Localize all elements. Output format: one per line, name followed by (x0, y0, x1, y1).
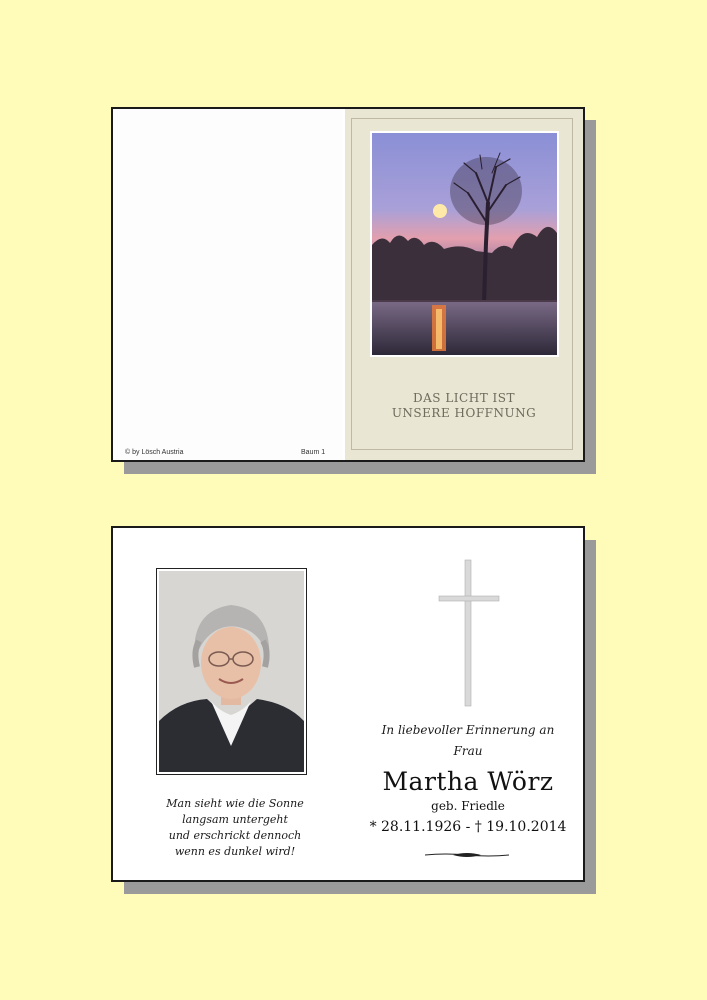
cover-title-line-1: DAS LICHT IST (413, 391, 515, 405)
poem-line-2: langsam untergeht (182, 813, 288, 826)
poem-line-3: und erschrickt dennoch (168, 829, 302, 842)
memorial-intro: In liebevoller Erinnerung an (381, 723, 555, 737)
card-cover (345, 109, 583, 460)
portrait (156, 568, 307, 775)
cross-icon (437, 558, 501, 708)
front-card (111, 107, 585, 462)
maiden-name: geb. Friedle (431, 799, 505, 813)
copyright-note: © by Lösch Austria (125, 449, 184, 456)
model-name: Baum 1 (301, 449, 326, 456)
portrait-photo (159, 571, 304, 772)
poem-line-1: Man sieht wie die Sonne (166, 797, 304, 810)
card-back-blank (113, 109, 343, 460)
inner-card (111, 526, 585, 882)
life-dates: * 28.11.1926 - † 19.10.2014 (369, 819, 567, 835)
cover-title-line-2: UNSERE HOFFNUNG (391, 406, 537, 420)
sunset-lake-image (372, 133, 557, 355)
memorial-salutation: Frau (453, 744, 483, 758)
cover-photo (370, 131, 559, 357)
ornament-divider-icon (425, 851, 509, 859)
deceased-name: Martha Wörz (382, 767, 554, 796)
poem-line-4: wenn es dunkel wird! (174, 845, 296, 858)
